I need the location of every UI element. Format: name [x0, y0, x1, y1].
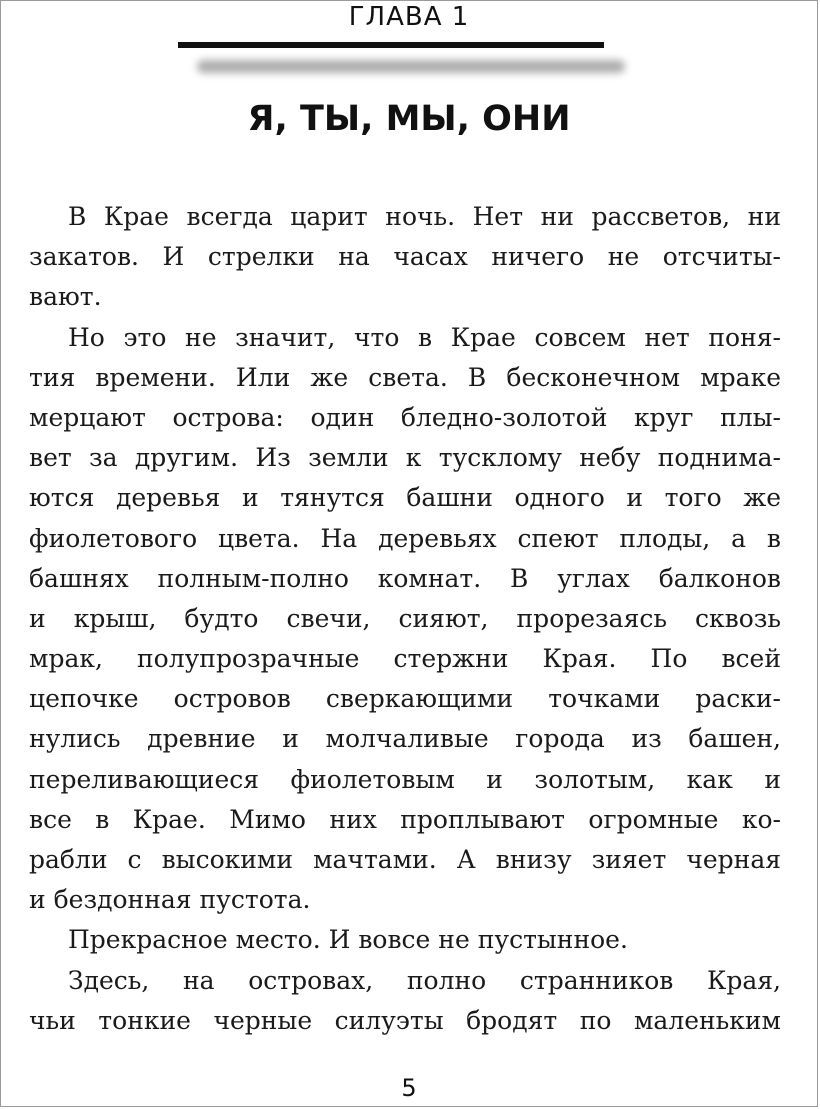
chapter-rule-shadow — [197, 60, 625, 73]
text-line: Здесь, на островах, полно странников Края, — [68, 965, 781, 995]
text-line: башнях полным-полно комнат. В углах балконов — [29, 563, 781, 593]
text-line: ются деревья и тянутся башни одного и того же — [29, 483, 781, 513]
text-line: нулись древние и молчаливые города из башен, — [29, 724, 781, 754]
chapter-title: Я, ТЫ, МЫ, ОНИ — [247, 99, 571, 139]
text-line: мерцают острова: один бледно-золотой круг плы- — [29, 402, 781, 432]
text-line: закатов. И стрелки на часах ничего не отсчиты- — [29, 242, 781, 272]
body-text — [29, 197, 781, 1041]
text-line: и крыш, будто свечи, сияют, прорезаясь сквозь — [29, 603, 781, 633]
text-line: тия времени. Или же света. В бесконечном мраке — [29, 362, 781, 392]
text-line: Но это не значит, что в Крае совсем нет поня- — [68, 322, 781, 352]
chapter-rule — [178, 42, 604, 48]
text-line: В Крае всегда царит ночь. Нет ни рассветов, ни — [68, 202, 781, 231]
text-line: фиолетового цвета. На деревьях спеют плоды, а в — [29, 523, 781, 553]
chapter-label: ГЛАВА 1 — [348, 2, 470, 32]
text-line: мрак, полупрозрачные стержни Края. По всей — [29, 644, 781, 674]
text-line: Прекрасное место. И вовсе не пустынное. — [68, 925, 628, 955]
text-line: рабли с высокими мачтами. А внизу зияет черная — [29, 845, 781, 874]
text-line: чьи тонкие черные силуэты бродят по маленьким — [29, 1005, 781, 1035]
page-number: 5 — [401, 1074, 417, 1102]
text-line: все в Крае. Мимо них проплывают огромные ко- — [29, 804, 781, 834]
text-line: цепочке островов сверкающими точками раски- — [29, 684, 781, 714]
text-line: переливающиеся фиолетовым и золотым, как и — [29, 764, 781, 794]
text-line: вет за другим. Из земли к тусклому небу поднима- — [29, 443, 781, 473]
text-line: и бездонная пустота. — [29, 885, 311, 915]
text-line: вают. — [29, 282, 102, 312]
